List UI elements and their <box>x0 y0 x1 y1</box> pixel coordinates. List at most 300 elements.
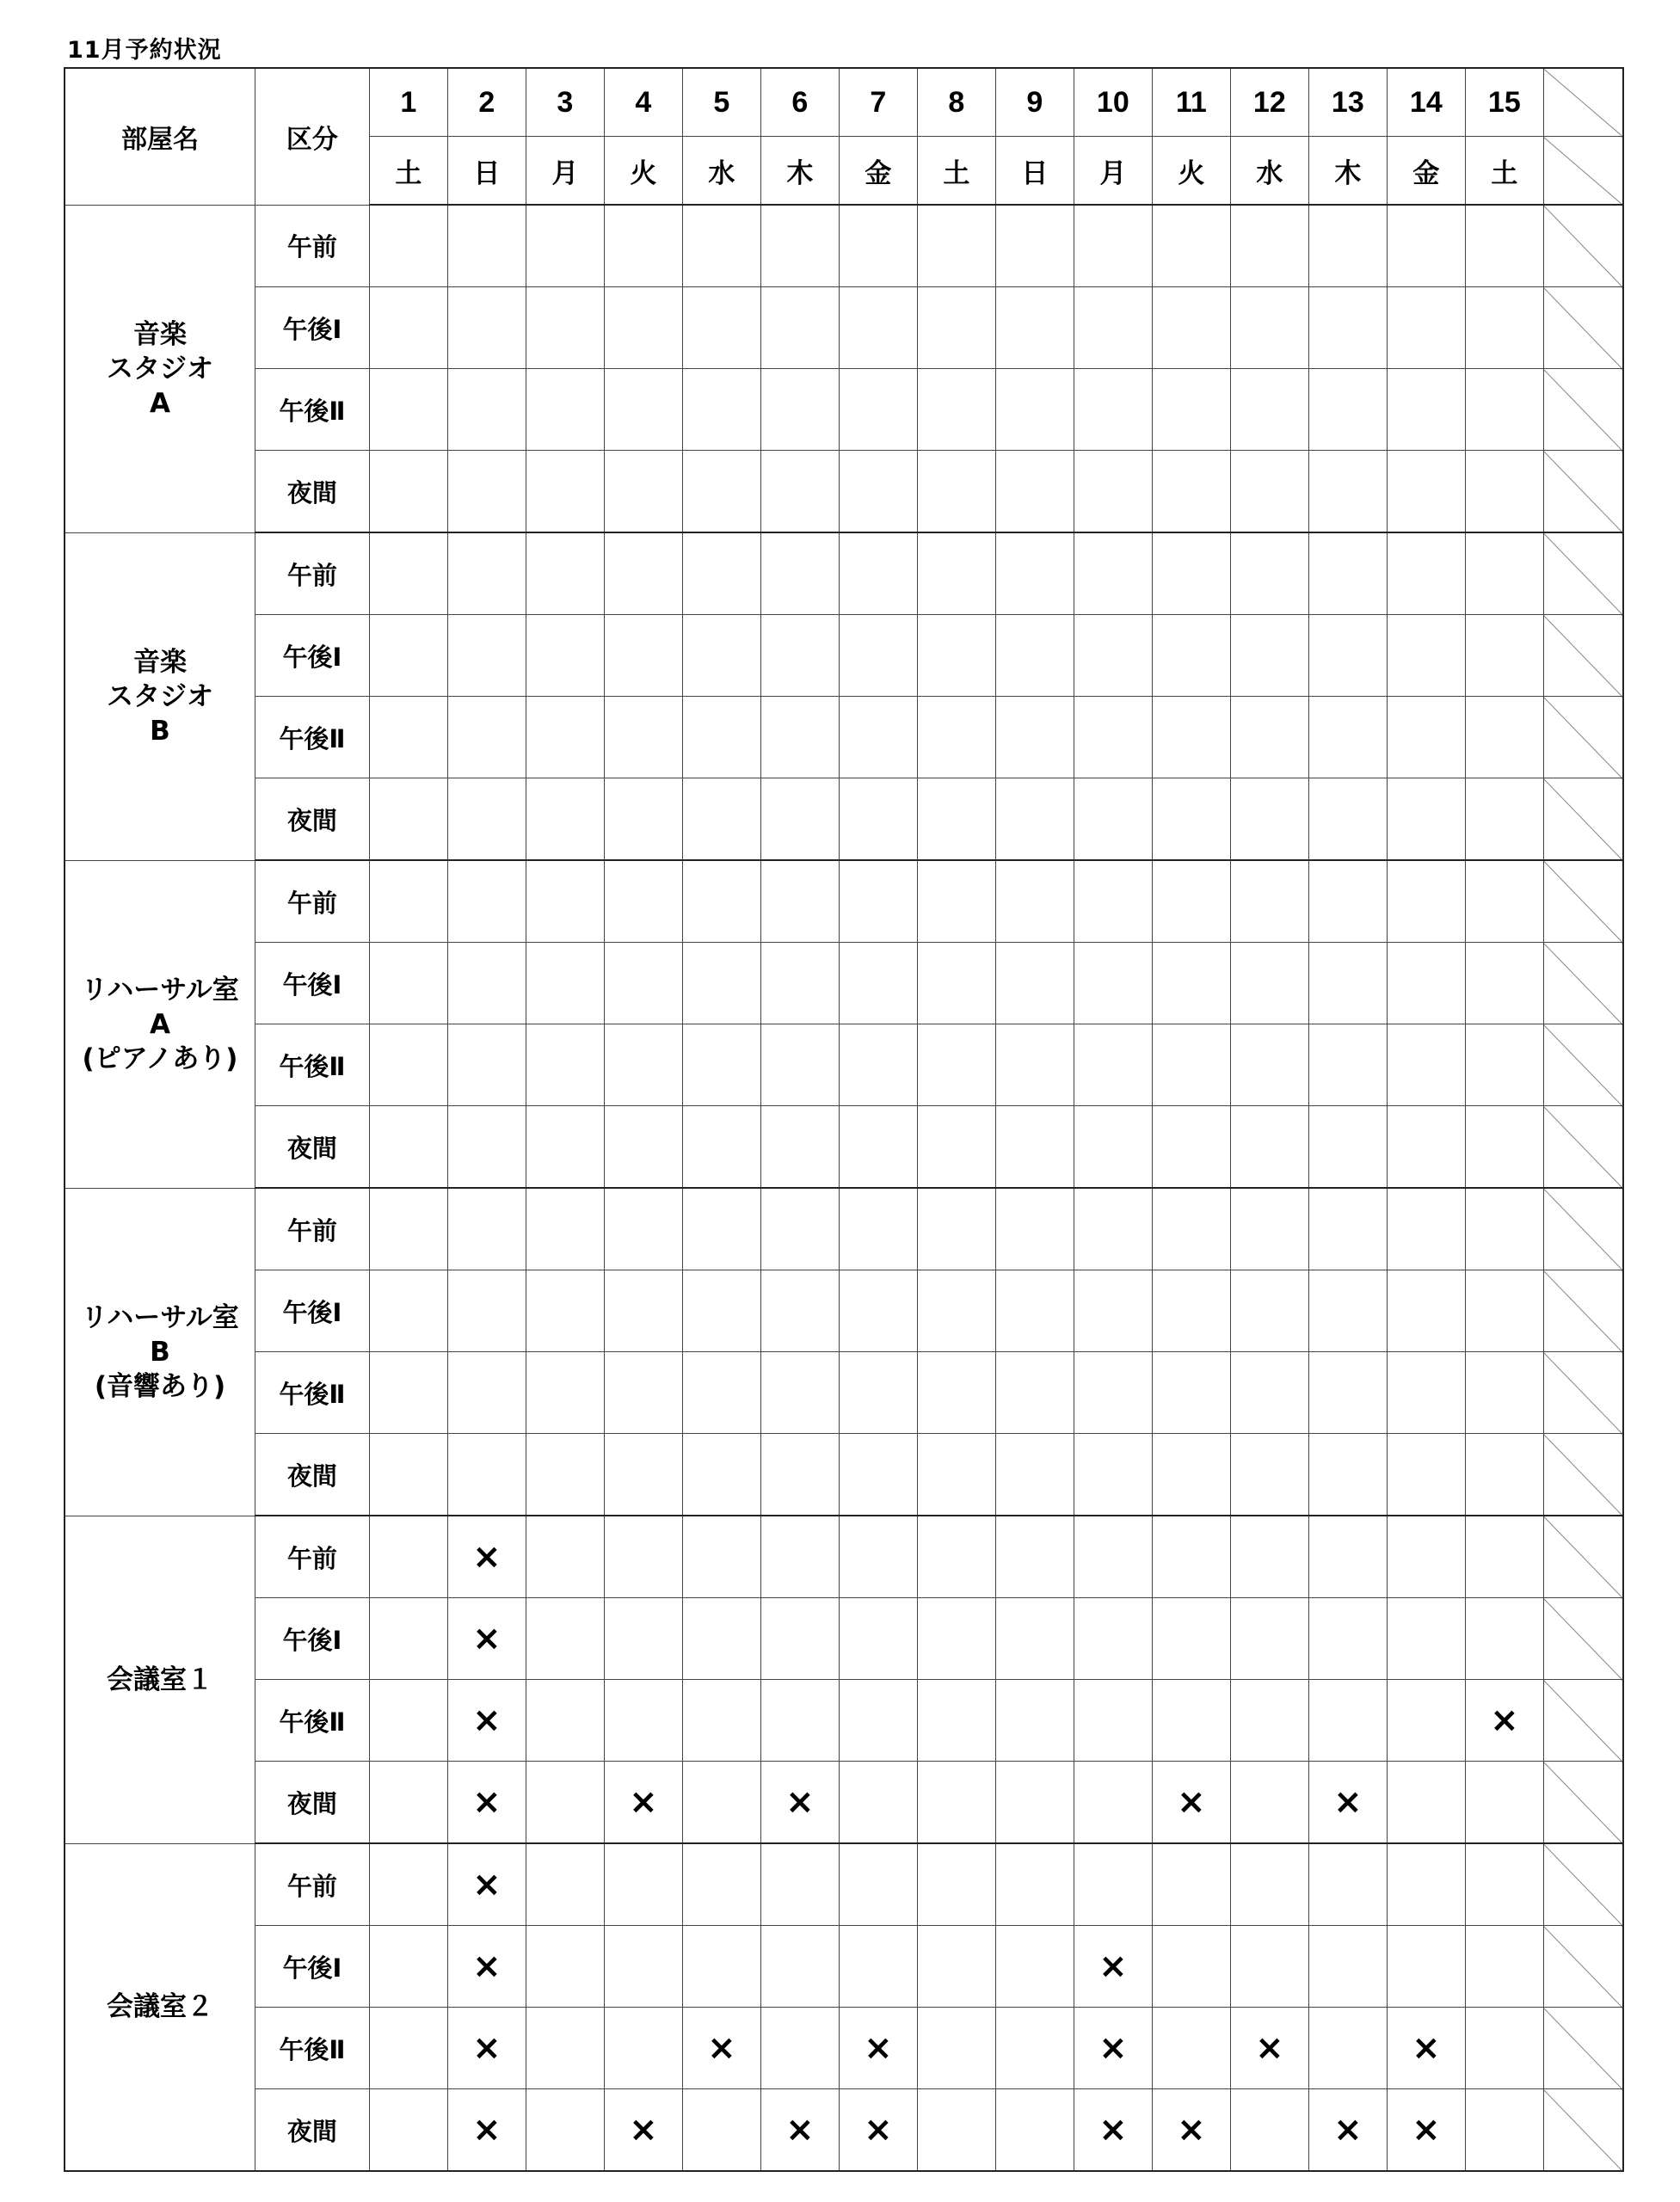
empty-cell <box>1230 532 1308 615</box>
empty-cell <box>1152 451 1230 533</box>
empty-cell <box>447 860 526 943</box>
empty-cell <box>682 1598 760 1680</box>
empty-cell <box>682 1024 760 1106</box>
empty-cell <box>526 287 604 369</box>
empty-cell <box>917 451 995 533</box>
empty-cell <box>760 860 839 943</box>
empty-cell <box>526 1680 604 1762</box>
booked-mark: × <box>1074 2089 1152 2172</box>
blank-diagonal-cell <box>1543 205 1623 287</box>
empty-cell <box>447 1106 526 1189</box>
empty-cell <box>1465 1598 1543 1680</box>
empty-cell <box>526 451 604 533</box>
empty-cell <box>526 615 604 697</box>
empty-cell <box>526 1024 604 1106</box>
blank-diagonal-cell <box>1543 1762 1623 1844</box>
empty-cell <box>604 532 682 615</box>
empty-cell <box>1074 1024 1152 1106</box>
empty-cell <box>1230 860 1308 943</box>
slot-row <box>65 778 1623 861</box>
slot-label: 午後Ⅰ <box>255 1270 369 1352</box>
empty-cell <box>839 860 917 943</box>
empty-cell <box>917 205 995 287</box>
slot-label: 夜間 <box>255 1106 369 1189</box>
empty-cell <box>447 1270 526 1352</box>
empty-cell <box>1074 1762 1152 1844</box>
empty-cell <box>526 943 604 1024</box>
empty-cell <box>1308 2008 1387 2089</box>
empty-cell <box>1465 1516 1543 1598</box>
empty-cell <box>917 369 995 451</box>
booked-mark: × <box>839 2008 917 2089</box>
empty-cell <box>1152 2008 1230 2089</box>
empty-cell <box>1465 1106 1543 1189</box>
empty-cell <box>604 1843 682 1926</box>
empty-cell <box>1074 778 1152 861</box>
empty-cell <box>1074 1680 1152 1762</box>
empty-cell <box>995 1352 1074 1434</box>
empty-cell <box>1230 1762 1308 1844</box>
slot-category-header: 区分 <box>255 68 369 205</box>
blank-diagonal-cell <box>1543 1516 1623 1598</box>
empty-cell <box>604 1106 682 1189</box>
empty-cell <box>1465 369 1543 451</box>
slot-label: 午後Ⅰ <box>255 615 369 697</box>
slot-row <box>65 1598 1623 1680</box>
date-header: 15 <box>1465 68 1543 137</box>
blank-diagonal-cell <box>1543 451 1623 533</box>
empty-cell <box>1230 1188 1308 1270</box>
empty-cell <box>1152 697 1230 778</box>
empty-cell <box>604 1516 682 1598</box>
blank-diagonal-cell <box>1543 68 1623 137</box>
empty-cell <box>1230 1598 1308 1680</box>
slot-row <box>65 1352 1623 1434</box>
empty-cell <box>995 943 1074 1024</box>
empty-cell <box>1308 860 1387 943</box>
empty-cell <box>760 1188 839 1270</box>
empty-cell <box>1387 369 1465 451</box>
room-name-line: スタジオ <box>106 680 213 712</box>
weekday-header: 火 <box>604 137 682 206</box>
empty-cell <box>917 1680 995 1762</box>
weekday-header: 日 <box>447 137 526 206</box>
empty-cell <box>1152 1434 1230 1516</box>
empty-cell <box>1308 1598 1387 1680</box>
slot-label: 午前 <box>255 1516 369 1598</box>
slot-label: 午後Ⅱ <box>255 369 369 451</box>
empty-cell <box>682 369 760 451</box>
weekday-header: 金 <box>839 137 917 206</box>
empty-cell <box>1074 697 1152 778</box>
empty-cell <box>1074 1516 1152 1598</box>
empty-cell <box>1230 697 1308 778</box>
room-name-cell <box>65 1516 255 1843</box>
empty-cell <box>1230 1680 1308 1762</box>
slot-label: 午後Ⅱ <box>255 1024 369 1106</box>
weekday-header: 火 <box>1152 137 1230 206</box>
blank-diagonal-cell <box>1543 532 1623 615</box>
empty-cell <box>760 369 839 451</box>
empty-cell <box>760 451 839 533</box>
slot-row <box>65 1680 1623 1762</box>
empty-cell <box>1465 943 1543 1024</box>
slot-label: 午後Ⅱ <box>255 1352 369 1434</box>
empty-cell <box>447 205 526 287</box>
empty-cell <box>1387 1926 1465 2008</box>
empty-cell <box>839 1270 917 1352</box>
empty-cell <box>526 697 604 778</box>
slot-label: 午前 <box>255 532 369 615</box>
empty-cell <box>604 860 682 943</box>
booked-mark: × <box>1308 2089 1387 2172</box>
empty-cell <box>1387 1188 1465 1270</box>
weekday-header: 月 <box>1074 137 1152 206</box>
reservation-table <box>64 67 1624 2172</box>
empty-cell <box>839 1762 917 1844</box>
empty-cell <box>839 1843 917 1926</box>
empty-cell <box>682 1352 760 1434</box>
empty-cell <box>1074 860 1152 943</box>
empty-cell <box>447 1434 526 1516</box>
empty-cell <box>682 943 760 1024</box>
empty-cell <box>760 287 839 369</box>
room-name-line: A <box>149 387 170 419</box>
empty-cell <box>1308 1434 1387 1516</box>
empty-cell <box>1230 205 1308 287</box>
empty-cell <box>995 532 1074 615</box>
empty-cell <box>1152 1188 1230 1270</box>
slot-row <box>65 1434 1623 1516</box>
room-name-line: 会議室２ <box>106 1991 213 2023</box>
empty-cell <box>1387 615 1465 697</box>
date-header: 14 <box>1387 68 1465 137</box>
empty-cell <box>369 615 447 697</box>
empty-cell <box>995 1516 1074 1598</box>
empty-cell <box>995 1188 1074 1270</box>
empty-cell <box>447 451 526 533</box>
empty-cell <box>995 1843 1074 1926</box>
date-header: 10 <box>1074 68 1152 137</box>
empty-cell <box>1465 1434 1543 1516</box>
empty-cell <box>1152 1680 1230 1762</box>
empty-cell <box>995 1762 1074 1844</box>
slot-label: 夜間 <box>255 1434 369 1516</box>
empty-cell <box>1230 369 1308 451</box>
empty-cell <box>1074 287 1152 369</box>
empty-cell <box>369 860 447 943</box>
empty-cell <box>1465 287 1543 369</box>
empty-cell <box>604 287 682 369</box>
blank-diagonal-cell <box>1543 287 1623 369</box>
empty-cell <box>995 2089 1074 2172</box>
empty-cell <box>1308 369 1387 451</box>
slot-row <box>65 2008 1623 2089</box>
empty-cell <box>369 2008 447 2089</box>
empty-cell <box>526 778 604 861</box>
empty-cell <box>369 1926 447 2008</box>
weekday-header: 水 <box>1230 137 1308 206</box>
empty-cell <box>604 697 682 778</box>
empty-cell <box>526 1270 604 1352</box>
empty-cell <box>839 532 917 615</box>
empty-cell <box>1465 1188 1543 1270</box>
empty-cell <box>917 615 995 697</box>
empty-cell <box>447 943 526 1024</box>
slot-row <box>65 451 1623 533</box>
empty-cell <box>682 778 760 861</box>
slot-row <box>65 205 1623 287</box>
empty-cell <box>1465 2008 1543 2089</box>
empty-cell <box>1074 615 1152 697</box>
empty-cell <box>526 2008 604 2089</box>
empty-cell <box>995 287 1074 369</box>
empty-cell <box>369 1598 447 1680</box>
booked-mark: × <box>604 1762 682 1844</box>
weekday-header: 日 <box>995 137 1074 206</box>
booked-mark: × <box>447 1516 526 1598</box>
empty-cell <box>839 1926 917 2008</box>
blank-diagonal-cell <box>1543 1680 1623 1762</box>
empty-cell <box>604 1598 682 1680</box>
slot-label: 午後Ⅰ <box>255 1598 369 1680</box>
empty-cell <box>1387 1024 1465 1106</box>
blank-diagonal-cell <box>1543 2008 1623 2089</box>
empty-cell <box>1230 1843 1308 1926</box>
empty-cell <box>447 1352 526 1434</box>
empty-cell <box>1230 1516 1308 1598</box>
empty-cell <box>369 1270 447 1352</box>
empty-cell <box>447 1024 526 1106</box>
empty-cell <box>917 1926 995 2008</box>
slot-row <box>65 615 1623 697</box>
booked-mark: × <box>1387 2008 1465 2089</box>
blank-diagonal-cell <box>1543 778 1623 861</box>
empty-cell <box>682 2089 760 2172</box>
empty-cell <box>526 1598 604 1680</box>
blank-diagonal-cell <box>1543 1434 1623 1516</box>
empty-cell <box>682 1106 760 1189</box>
booked-mark: × <box>604 2089 682 2172</box>
empty-cell <box>1308 1270 1387 1352</box>
slot-label: 午後Ⅰ <box>255 1926 369 2008</box>
slot-label: 午後Ⅰ <box>255 943 369 1024</box>
empty-cell <box>1387 1352 1465 1434</box>
empty-cell <box>760 1352 839 1434</box>
room-name-line: 音楽 <box>132 318 187 350</box>
empty-cell <box>1387 1516 1465 1598</box>
slot-row <box>65 2089 1623 2172</box>
slot-row <box>65 1188 1623 1270</box>
empty-cell <box>447 697 526 778</box>
empty-cell <box>1465 860 1543 943</box>
empty-cell <box>1308 1680 1387 1762</box>
empty-cell <box>1465 451 1543 533</box>
empty-cell <box>839 778 917 861</box>
empty-cell <box>760 1270 839 1352</box>
booked-mark: × <box>447 1680 526 1762</box>
empty-cell <box>604 1434 682 1516</box>
empty-cell <box>369 1516 447 1598</box>
empty-cell <box>604 1270 682 1352</box>
empty-cell <box>839 1106 917 1189</box>
empty-cell <box>839 1680 917 1762</box>
empty-cell <box>369 1762 447 1844</box>
date-header: 2 <box>447 68 526 137</box>
empty-cell <box>917 2089 995 2172</box>
empty-cell <box>1230 943 1308 1024</box>
empty-cell <box>1074 1434 1152 1516</box>
empty-cell <box>917 1762 995 1844</box>
empty-cell <box>839 451 917 533</box>
blank-diagonal-cell <box>1543 943 1623 1024</box>
empty-cell <box>1465 615 1543 697</box>
empty-cell <box>760 1598 839 1680</box>
empty-cell <box>1308 1188 1387 1270</box>
empty-cell <box>447 287 526 369</box>
empty-cell <box>917 1598 995 1680</box>
empty-cell <box>682 860 760 943</box>
empty-cell <box>526 1352 604 1434</box>
empty-cell <box>917 943 995 1024</box>
empty-cell <box>1387 451 1465 533</box>
booked-mark: × <box>447 2089 526 2172</box>
empty-cell <box>369 778 447 861</box>
empty-cell <box>839 1188 917 1270</box>
empty-cell <box>1465 1270 1543 1352</box>
empty-cell <box>682 1843 760 1926</box>
empty-cell <box>1230 615 1308 697</box>
empty-cell <box>1074 532 1152 615</box>
slot-row <box>65 1024 1623 1106</box>
empty-cell <box>1465 697 1543 778</box>
empty-cell <box>1074 1843 1152 1926</box>
empty-cell <box>1308 1843 1387 1926</box>
empty-cell <box>839 205 917 287</box>
empty-cell <box>682 1926 760 2008</box>
empty-cell <box>1152 778 1230 861</box>
empty-cell <box>604 2008 682 2089</box>
slot-label: 午後Ⅱ <box>255 2008 369 2089</box>
empty-cell <box>1465 2089 1543 2172</box>
empty-cell <box>682 1434 760 1516</box>
empty-cell <box>917 1270 995 1352</box>
date-header: 6 <box>760 68 839 137</box>
empty-cell <box>1308 205 1387 287</box>
empty-cell <box>526 1762 604 1844</box>
room-name-line: (ピアノあり) <box>82 1043 238 1074</box>
blank-diagonal-cell <box>1543 1106 1623 1189</box>
date-header: 4 <box>604 68 682 137</box>
empty-cell <box>760 1843 839 1926</box>
empty-cell <box>1465 778 1543 861</box>
booked-mark: × <box>1152 1762 1230 1844</box>
room-name-header: 部屋名 <box>65 68 255 205</box>
empty-cell <box>1152 943 1230 1024</box>
empty-cell <box>1308 451 1387 533</box>
empty-cell <box>1074 1598 1152 1680</box>
empty-cell <box>447 369 526 451</box>
booked-mark: × <box>447 1926 526 2008</box>
empty-cell <box>447 615 526 697</box>
empty-cell <box>1308 1516 1387 1598</box>
booked-mark: × <box>760 1762 839 1844</box>
slot-label: 午後Ⅰ <box>255 287 369 369</box>
empty-cell <box>682 205 760 287</box>
empty-cell <box>369 2089 447 2172</box>
empty-cell <box>839 1516 917 1598</box>
slot-row <box>65 943 1623 1024</box>
empty-cell <box>839 369 917 451</box>
empty-cell <box>604 943 682 1024</box>
weekday-header: 月 <box>526 137 604 206</box>
date-header: 1 <box>369 68 447 137</box>
empty-cell <box>995 697 1074 778</box>
empty-cell <box>1387 1843 1465 1926</box>
empty-cell <box>1152 615 1230 697</box>
empty-cell <box>369 451 447 533</box>
slot-label: 夜間 <box>255 451 369 533</box>
blank-diagonal-cell <box>1543 1352 1623 1434</box>
blank-diagonal-cell <box>1543 2089 1623 2172</box>
empty-cell <box>760 1434 839 1516</box>
booked-mark: × <box>447 1598 526 1680</box>
room-name-cell <box>65 532 255 860</box>
empty-cell <box>369 369 447 451</box>
weekday-header: 土 <box>369 137 447 206</box>
date-header: 12 <box>1230 68 1308 137</box>
empty-cell <box>1152 1516 1230 1598</box>
empty-cell <box>604 369 682 451</box>
empty-cell <box>369 205 447 287</box>
weekday-header: 土 <box>917 137 995 206</box>
empty-cell <box>1387 778 1465 861</box>
empty-cell <box>1152 532 1230 615</box>
empty-cell <box>604 1680 682 1762</box>
empty-cell <box>369 1352 447 1434</box>
empty-cell <box>1230 1926 1308 2008</box>
empty-cell <box>1152 369 1230 451</box>
empty-cell <box>760 2008 839 2089</box>
empty-cell <box>604 451 682 533</box>
empty-cell <box>1230 1434 1308 1516</box>
room-name-cell <box>65 205 255 532</box>
booked-mark: × <box>447 1843 526 1926</box>
blank-diagonal-cell <box>1543 697 1623 778</box>
slot-row <box>65 532 1623 615</box>
empty-cell <box>995 615 1074 697</box>
empty-cell <box>1230 1352 1308 1434</box>
empty-cell <box>1308 615 1387 697</box>
empty-cell <box>760 615 839 697</box>
header-row-dates <box>65 68 1623 137</box>
empty-cell <box>369 1843 447 1926</box>
empty-cell <box>1387 1598 1465 1680</box>
empty-cell <box>1308 1024 1387 1106</box>
empty-cell <box>1387 532 1465 615</box>
empty-cell <box>1308 532 1387 615</box>
slot-row <box>65 1516 1623 1598</box>
empty-cell <box>760 1024 839 1106</box>
blank-diagonal-cell <box>1543 860 1623 943</box>
empty-cell <box>682 1188 760 1270</box>
empty-cell <box>369 943 447 1024</box>
slot-row <box>65 1926 1623 2008</box>
empty-cell <box>1465 1843 1543 1926</box>
empty-cell <box>995 2008 1074 2089</box>
empty-cell <box>995 1680 1074 1762</box>
blank-diagonal-cell <box>1543 1024 1623 1106</box>
